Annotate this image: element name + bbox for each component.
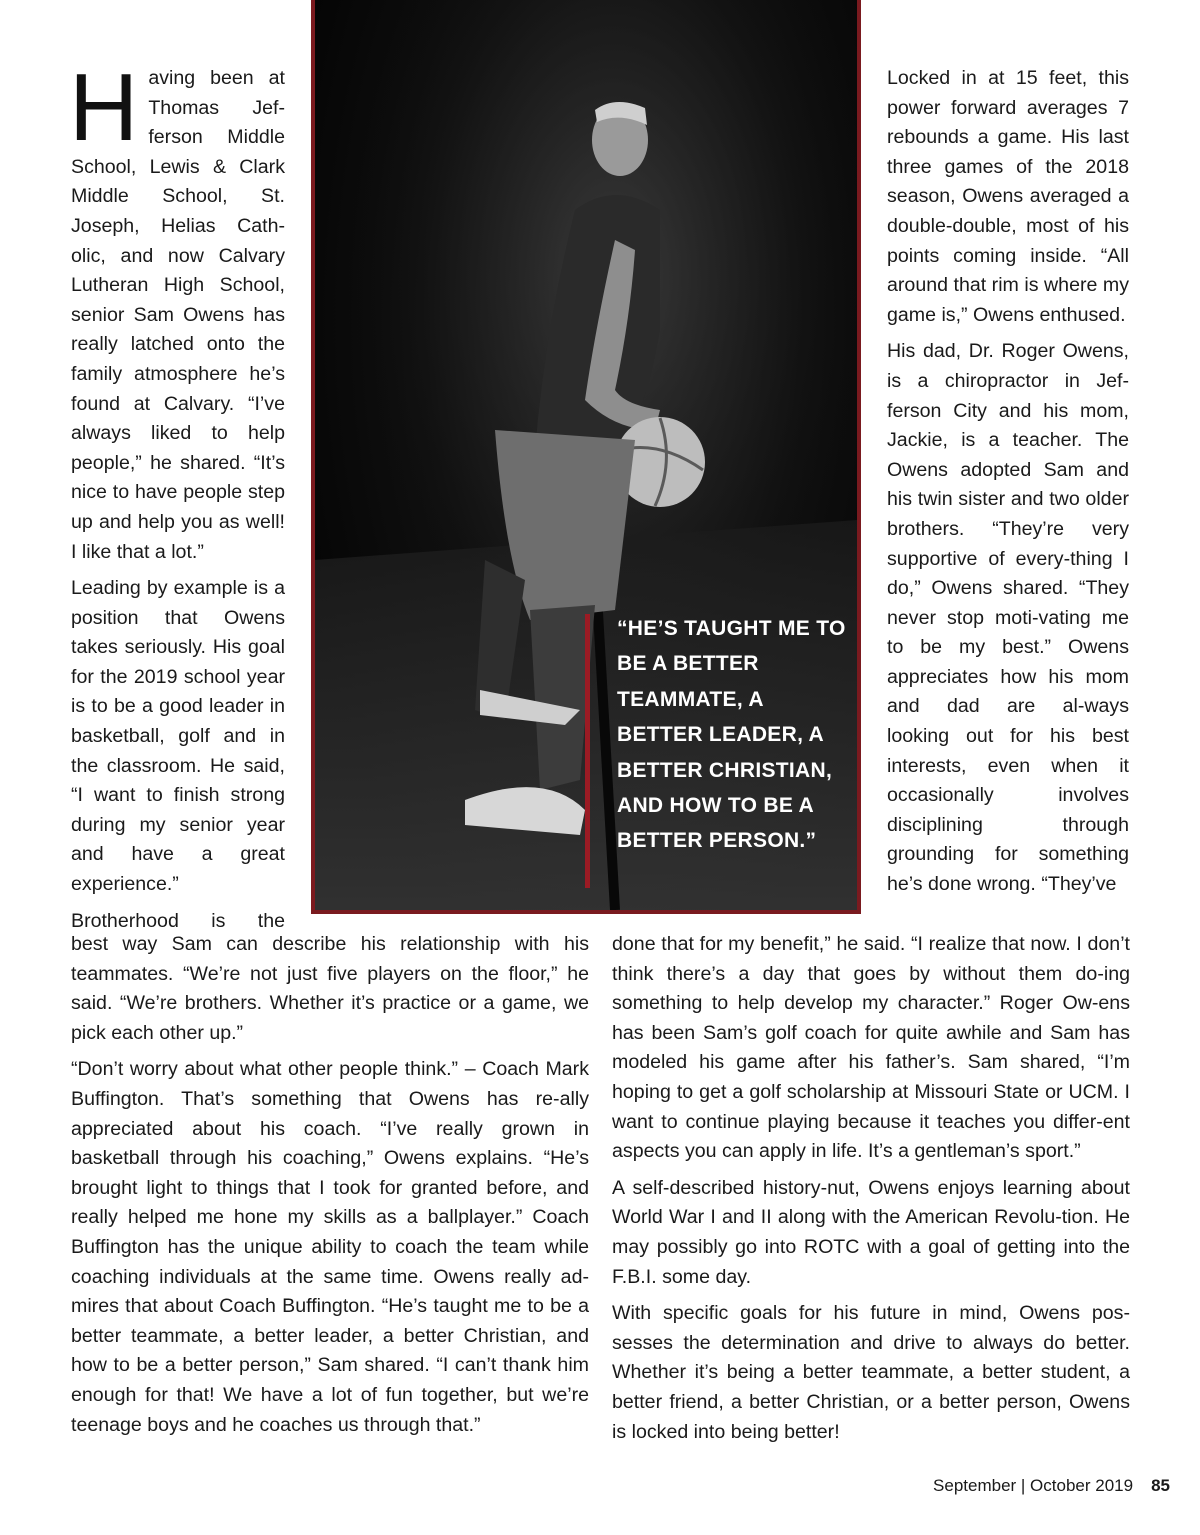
basketball-player-photo [315,0,857,910]
paragraph-goals: With specific goals for his future in mind, Owens pos-sesses the determination and drive to always do better. Whether it’s being a better teammate, a better student, a better friend, a better Christian, or a better person, Owens is locked into being better! [612,1302,1130,1443]
pull-quote: “HE’S TAUGHT ME TO BE A BETTER TEAMMATE, A BETTER LEADER, A BETTER CHRISTIAN, AND HOW TO BE A BETTER PERSON.” [617,617,846,853]
page-number: 85 [1151,1476,1170,1495]
paragraph-brotherhood-start: Brotherhood is the [71,909,285,932]
article-column-right-bottom [612,930,1130,1454]
paragraph-parents-rest: done that for my benefit,” he said. “I realize that now. I don’t think there’s a day that goes by without them do-ing something to help develop my character.” Roger Ow-ens has been Sam’s golf coach for quite awhile and Sam has modeled his game after his father’s. Sam shared, “I’m hoping to get a golf scholarship at Missouri State or UCM. I want to continue playing because it teaches you differ-ent aspects you can apply in life. It’s a gentleman’s sport.” [612,933,1130,1163]
drop-cap: H [69,54,139,161]
article-column-left-top [69,54,285,943]
paragraph-brotherhood-rest: best way Sam can describe his relationship with his teammates. “We’re not just five players on the floor,” he said. “We’re brothers. Whether it’s practice or a game, we pick each other up.” [71,933,589,1044]
intro-text: aving been at Thomas Jef-ferson Middle School, Lewis & Clark Middle School, St. Joseph, Helias Cath-olic, and now Calvary Lutheran High School, senior Sam Owens has really latched onto the family atmosphere he’s found at Calvary. “I’ve always liked to help people,” he shared. “It’s nice to have people step up and help you as well! I like that a lot.” [71,67,285,563]
paragraph-coach: “Don’t worry about what other people think.” – Coach Mark Buffington. That’s something that Owens has re-ally appreciated about his coach. “I’ve really grown in basketball through his coaching,” Owens explains. “He’s brought light to things that I took for granted before, and really helped me hone my skills as a ballplayer.” Coach Buffington has the unique ability to coach the team while coaching individuals at the same time. Owens really ad-mires that about Coach Buffington. “He’s taught me to be a better teammate, a better leader, a better Christian, and how to be a better person,” Sam shared. “I can’t thank him enough for that! We have a lot of fun together, but we’re teenage boys and he coaches us through that.” [71,1058,589,1436]
paragraph-intro [69,54,285,567]
paragraph-locked-in: Locked in at 15 feet, this power forward averages 7 rebounds a game. His last three games of the 2018 season, Owens averaged a double-double, most of his points coming inside. “All around that rim is where my game is,” Owens enthused. [887,67,1129,326]
issue-date: September | October 2019 [933,1476,1134,1495]
article-column-left-bottom [71,930,589,1447]
article-column-right-top [887,64,1129,907]
paragraph-leading: Leading by example is a position that Owens takes seriously. His goal for the 2019 school year is to be a good leader in basketball, golf and in the classroom. He said, “I want to finish strong during my senior year and have a great experience.” [71,577,285,896]
paragraph-history: A self-described history-nut, Owens enjoys learning about World War I and II along with the American Revolu-tion. He may possibly go into ROTC with a goal of getting into the F.B.I. some day. [612,1176,1130,1288]
photo-frame [311,0,861,914]
paragraph-parents-start: His dad, Dr. Roger Owens, is a chiropractor in Jef-ferson City and his mom, Jackie, is a teacher. The Owens adopted Sam and his twin sister and two older brothers. “They’re very supportive of every-thing I do,” Owens shared. “They never stop moti-vating me to be my best.” Owens appreciates how his mom and dad are al-ways looking out for his best interests, even when it occasionally involves disciplining through grounding for something he’s done wrong. “They’ve [887,340,1129,896]
pull-quote-bar [585,614,590,888]
page-footer [900,1476,1170,1496]
